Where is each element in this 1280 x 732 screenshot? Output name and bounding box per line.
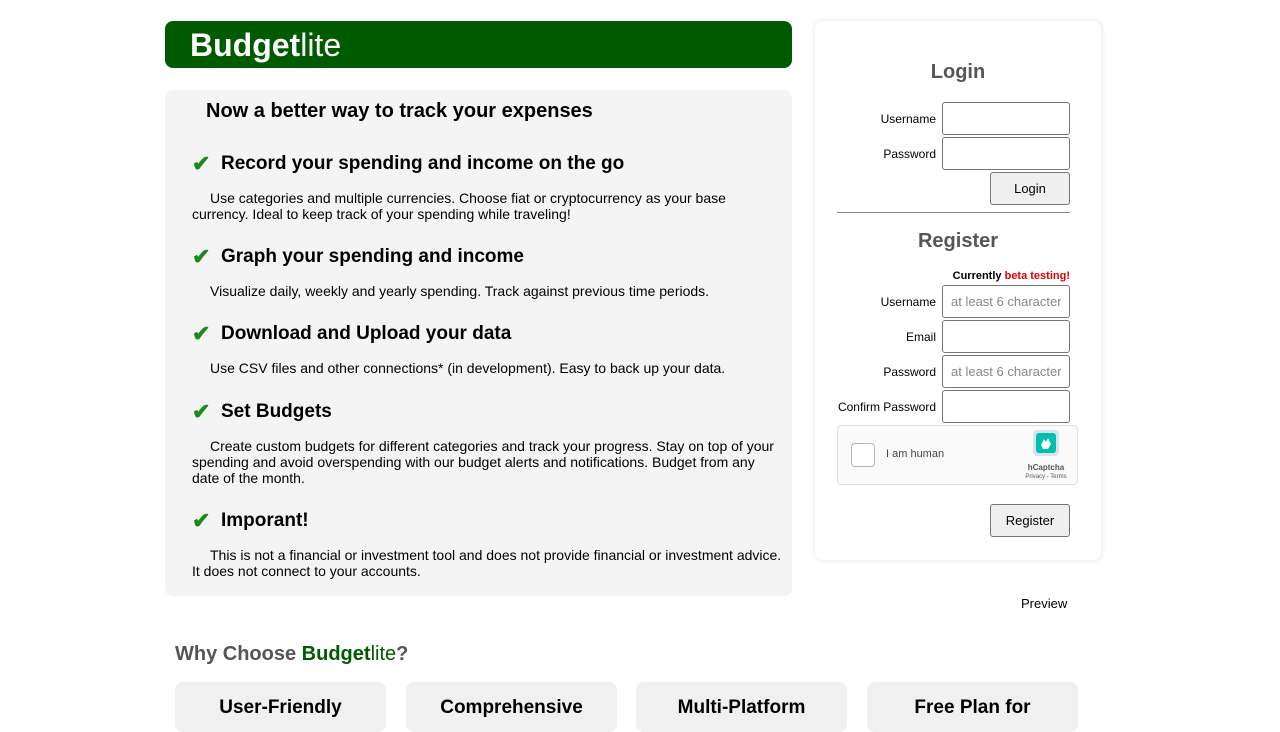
login-title: Login (930, 61, 986, 83)
captcha-checkbox[interactable] (851, 443, 875, 467)
beta-notice (953, 270, 1070, 282)
register-button[interactable]: Register (990, 504, 1070, 537)
brand-header (165, 21, 792, 68)
register-confirm-input[interactable] (942, 390, 1070, 423)
preview-link[interactable]: Preview (1021, 596, 1068, 611)
benefit-card (636, 682, 847, 732)
feature-description: Use categories and multiple currencies. Choose fiat or cryptocurrency as your base currency. Ideal to keep track of your spending while traveling! (192, 190, 726, 222)
benefit-card-title: Free Plan for (914, 697, 1031, 718)
feature-item (192, 322, 782, 376)
register-password-row (815, 355, 1070, 388)
benefit-card (867, 682, 1078, 732)
register-username-label: Username (880, 295, 936, 309)
register-password-input[interactable] (942, 355, 1070, 388)
feature-item (192, 245, 782, 299)
feature-title: Download and Upload your data (221, 323, 512, 344)
divider (837, 212, 1070, 213)
captcha-links[interactable]: Privacy - Terms (1025, 474, 1067, 480)
register-title: Register (917, 230, 999, 252)
why-prefix: Why Choose (175, 643, 302, 665)
feature-title: Graph your spending and income (221, 246, 524, 267)
feature-title: Imporant! (221, 510, 309, 531)
check-icon: ✔ (192, 151, 211, 176)
feature-description: Visualize daily, weekly and yearly spending. Track against previous time periods. (210, 283, 710, 299)
register-email-label: Email (905, 330, 936, 344)
login-password-label: Password (883, 147, 936, 161)
why-heading (175, 643, 408, 666)
auth-panel (815, 21, 1101, 560)
captcha-logo (1023, 430, 1069, 480)
feature-title: Set Budgets (221, 401, 332, 422)
brand-logo[interactable] (190, 27, 341, 63)
login-password-input[interactable] (942, 137, 1070, 170)
feature-description: Create custom budgets for different categories and track your progress. Stay on top of your spending and avoid overspending with our budget alerts and notifications. Budget from any date of the month. (192, 438, 774, 486)
register-username-input[interactable] (942, 285, 1070, 318)
check-icon: ✔ (192, 321, 211, 346)
captcha-brand: hCaptcha (1027, 463, 1065, 472)
why-suffix: ? (396, 643, 409, 665)
why-brand-light: lite (370, 643, 397, 665)
register-password-label: Password (883, 365, 936, 379)
benefit-card-title: User-Friendly (219, 697, 342, 718)
feature-title: Record your spending and income on the go (221, 153, 625, 174)
feature-item (192, 509, 782, 579)
captcha-label: I am human (886, 448, 945, 460)
feature-item (192, 400, 782, 486)
benefit-card-title: Multi-Platform (677, 697, 806, 718)
login-username-input[interactable] (942, 102, 1070, 135)
register-confirm-row (815, 390, 1070, 423)
check-icon: ✔ (192, 244, 211, 269)
hcaptcha-icon (1033, 430, 1059, 456)
brand-logo-light: lite (300, 27, 342, 63)
benefit-card-title: Comprehensive (440, 697, 583, 718)
login-username-row (815, 102, 1070, 135)
login-button[interactable]: Login (990, 172, 1070, 205)
feature-description: This is not a financial or investment tool and does not provide financial or investment advice. It does not connect to your accounts. (192, 547, 782, 579)
why-brand-bold: Budget (301, 643, 371, 665)
brand-logo-bold: Budget (190, 27, 301, 63)
register-confirm-label: Confirm Password (837, 400, 936, 414)
feature-description: Use CSV files and other connections* (in development). Easy to back up your data. (210, 360, 726, 376)
features-panel (165, 90, 792, 596)
tagline: Now a better way to track your expenses (206, 100, 593, 122)
login-username-label: Username (880, 112, 936, 126)
captcha-widget (837, 425, 1078, 485)
benefit-card (406, 682, 617, 732)
register-email-input[interactable] (942, 320, 1070, 353)
login-password-row (815, 137, 1070, 170)
check-icon: ✔ (192, 399, 211, 424)
register-username-row (815, 285, 1070, 318)
benefit-card (175, 682, 386, 732)
check-icon: ✔ (192, 508, 211, 533)
register-email-row (815, 320, 1070, 353)
beta-prefix: Currently (952, 270, 1005, 282)
feature-item (192, 152, 782, 222)
beta-highlight: beta testing! (1004, 270, 1070, 282)
